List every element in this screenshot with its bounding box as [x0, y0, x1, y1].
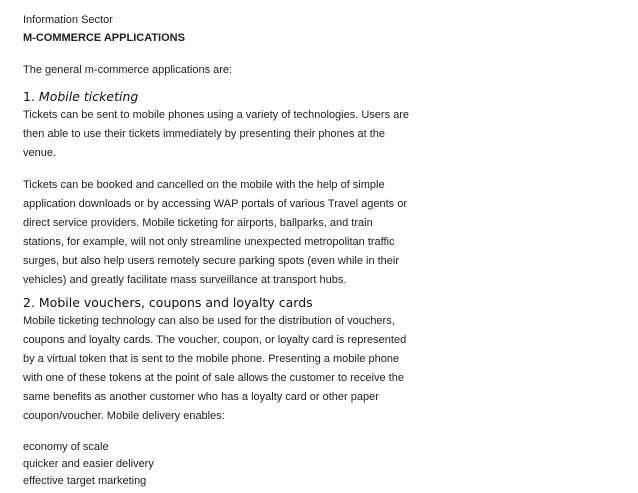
text-line: Tickets can be booked and cancelled on the mobile with the help of simple: [23, 179, 385, 191]
text-line: stations, for example, will not only streamline unexpected metropolitan traffic: [23, 236, 395, 248]
text-line: Tickets can be sent to mobile phones using a variety of technologies. Users are: [23, 109, 410, 121]
list-item: effective target marketing: [23, 475, 147, 487]
text-line: vehicles) and greatly facilitate mass surveillance at transport hubs.: [23, 274, 347, 286]
list-item: economy of scale: [23, 441, 109, 453]
section-1-paragraph-2: [23, 176, 623, 290]
section-1-paragraph-1: [23, 106, 623, 163]
text-line: application downloads or by accessing WAP portals of various Travel agents or: [23, 198, 407, 210]
text-line: venue.: [23, 147, 57, 159]
section-2-paragraph: [23, 312, 623, 426]
document-page: [23, 11, 623, 490]
text-line: by a virtual token that is sent to the mobile phone. Presenting a mobile phone: [23, 353, 400, 365]
text-line: coupons and loyalty cards. The voucher, coupon, or loyalty card is represented: [23, 334, 407, 346]
benefits-list: [23, 439, 623, 490]
section-1-heading: [23, 88, 623, 106]
text-line: surges, but also help users remotely secure parking spots (even while in their: [23, 255, 400, 267]
text-line: Mobile ticketing technology can also be used for the distribution of vouchers,: [23, 315, 395, 327]
text-line: direct service providers. Mobile ticketing for airports, ballparks, and train: [23, 217, 373, 229]
text-line: coupon/voucher. Mobile delivery enables:: [23, 410, 225, 422]
text-line: then able to use their tickets immediately by presenting their phones at the: [23, 128, 385, 140]
section-1-title: Mobile ticketing: [38, 89, 139, 104]
text-line: with one of these tokens at the point of sale allows the customer to receive the: [23, 372, 404, 384]
list-item: quicker and easier delivery: [23, 458, 154, 470]
text-line: same benefits as another customer who has a loyalty card or other paper: [23, 391, 379, 403]
section-1-number: 1.: [23, 89, 35, 104]
page-title: M-COMMERCE APPLICATIONS: [23, 32, 185, 44]
sector-label: Information Sector: [23, 14, 113, 26]
intro-text: The general m-commerce applications are:: [23, 64, 233, 76]
section-2-heading: 2. Mobile vouchers, coupons and loyalty cards: [23, 295, 313, 310]
